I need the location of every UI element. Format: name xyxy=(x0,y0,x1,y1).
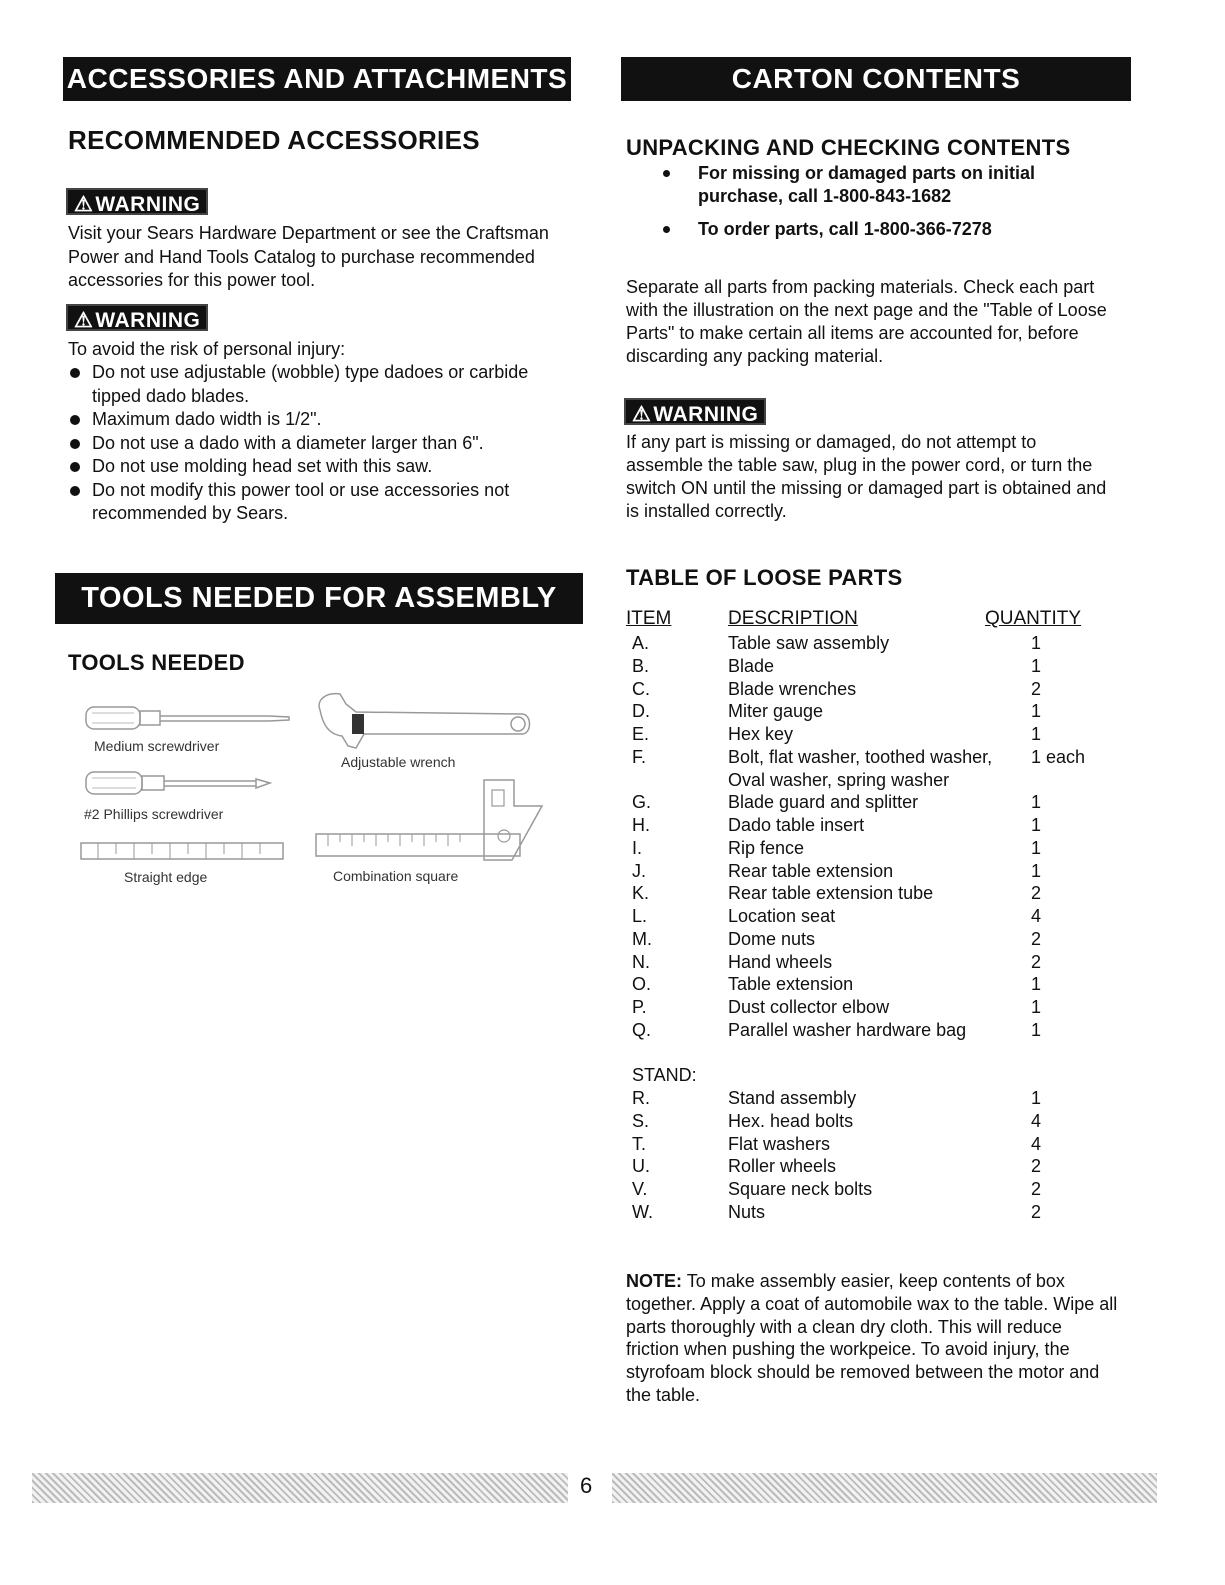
quantity-cell: 4 xyxy=(1031,906,1042,926)
item-cell: H. xyxy=(632,815,650,835)
page-number: 6 xyxy=(580,1473,593,1498)
warning-3-text: If any part is missing or damaged, do not attempt to assemble the table saw, plug in the power cord, or turn the switch ON until the missing or damaged part is obtained and is installed correctly. xyxy=(626,432,1107,521)
description-cell: Stand assembly xyxy=(728,1088,857,1108)
item-cell: M. xyxy=(632,928,652,949)
warning-label-2 xyxy=(66,304,208,331)
warning-label-3 xyxy=(624,398,766,425)
description-cell: Hand wheels xyxy=(728,951,833,972)
item-cell: N. xyxy=(632,951,650,972)
list-item: Do not use molding head set with this saw. xyxy=(66,455,561,479)
description-cell: Roller wheels xyxy=(728,1156,837,1177)
item-cell: Q. xyxy=(632,1019,652,1040)
warning-label-text: WARNING xyxy=(95,309,201,332)
separate-parts-text: Separate all parts from packing materials. Check each part with the illustration on the next page and the "Table of Loose Parts" to make certain all items are accounted for, before discarding any packing material. xyxy=(626,277,1107,366)
quantity-cell: 1 xyxy=(1031,974,1042,995)
item-cell: L. xyxy=(632,906,648,926)
adjustable-wrench-icon xyxy=(312,690,534,752)
footer-bar-left xyxy=(32,1473,568,1503)
item-cell: G. xyxy=(632,792,652,813)
quantity-cell: 2 xyxy=(1031,951,1042,972)
quantity-cell: 2 xyxy=(1031,928,1042,949)
item-cell: B. xyxy=(632,655,650,676)
description-cell: Rip fence xyxy=(728,837,805,858)
item-cell: W. xyxy=(632,1201,653,1222)
warning-triangle-icon: ⚠ xyxy=(632,403,652,426)
warning-triangle-icon: ⚠ xyxy=(74,193,94,216)
item-cell: F. xyxy=(632,746,647,767)
quantity-cell: 1 xyxy=(1031,997,1042,1017)
quantity-cell: 1 xyxy=(1031,1088,1042,1108)
description-cell: Oval washer, spring washer xyxy=(728,769,950,790)
list-item: Do not use a dado with a diameter larger than 6". xyxy=(66,432,561,456)
quantity-cell: 4 xyxy=(1031,1133,1042,1154)
item-cell: S. xyxy=(632,1110,650,1131)
description-column-header: DESCRIPTION xyxy=(728,608,858,629)
quantity-cell: 1 xyxy=(1031,837,1042,858)
quantity-cell: 2 xyxy=(1031,1201,1042,1222)
item-cell: D. xyxy=(632,701,650,722)
list-item: Do not modify this power tool or use accessories not recommended by Sears. xyxy=(66,479,561,526)
adjustable-wrench-caption: Adjustable wrench xyxy=(341,754,456,770)
description-cell: Hex key xyxy=(728,724,794,744)
quantity-cell: 1 xyxy=(1031,701,1042,722)
item-column-header: ITEM xyxy=(626,608,672,629)
item-cell: E. xyxy=(632,724,650,744)
description-cell: Blade guard and splitter xyxy=(728,792,919,813)
warning-label-1 xyxy=(66,188,208,215)
description-cell: Bolt, flat washer, toothed washer, xyxy=(728,746,993,767)
item-cell: J. xyxy=(632,860,647,881)
warning-1-text: Visit your Sears Hardware Department or see the Craftsman Power and Hand Tools Catalog to purchase recommended accessories for this power tool. xyxy=(68,223,549,290)
item-cell: V. xyxy=(632,1179,648,1199)
item-cell: T. xyxy=(632,1133,647,1154)
phillips-screwdriver-caption: #2 Phillips screwdriver xyxy=(84,806,224,822)
quantity-cell: 1 xyxy=(1031,815,1042,835)
note-body: To make assembly easier, keep contents of box together. Apply a coat of automobile wax to the table. Wipe all parts thoroughly with a clean dry cloth. This will reduce friction when pushing the workpeice. To avoid injury, the styrofoam block should be removed between the motor and the table. xyxy=(626,1271,1118,1405)
warning-label-text: WARNING xyxy=(95,193,201,216)
tools-needed-heading: TOOLS NEEDED xyxy=(68,650,245,675)
quantity-column-header: QUANTITY xyxy=(985,608,1082,629)
combination-square-icon xyxy=(314,776,546,862)
quantity-cell: 1 xyxy=(1031,1019,1042,1040)
item-cell: O. xyxy=(632,974,652,995)
straight-edge-caption: Straight edge xyxy=(124,869,208,885)
item-cell: K. xyxy=(632,883,650,904)
footer-bar-right xyxy=(612,1473,1157,1503)
description-cell: Square neck bolts xyxy=(728,1179,873,1199)
quantity-cell: 2 xyxy=(1031,1179,1042,1199)
description-cell: Nuts xyxy=(728,1201,766,1222)
description-cell: Dome nuts xyxy=(728,928,816,949)
carton-contents-banner: CARTON CONTENTS xyxy=(621,57,1131,101)
straight-edge-icon xyxy=(80,842,285,862)
quantity-cell: 2 xyxy=(1031,883,1042,904)
description-cell: Hex. head bolts xyxy=(728,1110,854,1131)
quantity-cell: 4 xyxy=(1031,1110,1042,1131)
description-cell: Location seat xyxy=(728,906,836,926)
quantity-cell: 1 each xyxy=(1031,746,1086,767)
list-item: For missing or damaged parts on initial purchase, call 1-800-843-1682 xyxy=(626,162,1096,208)
description-cell: Parallel washer hardware bag xyxy=(728,1019,967,1040)
description-cell: Dust collector elbow xyxy=(728,997,890,1017)
item-cell: I. xyxy=(632,837,643,858)
description-cell: Rear table extension xyxy=(728,860,894,881)
item-cell: U. xyxy=(632,1156,650,1177)
description-cell: Blade xyxy=(728,655,775,676)
warning-label-text: WARNING xyxy=(653,403,759,426)
quantity-cell: 1 xyxy=(1031,724,1042,744)
tools-needed-banner: TOOLS NEEDED FOR ASSEMBLY xyxy=(55,573,583,624)
medium-screwdriver-caption: Medium screwdriver xyxy=(94,738,220,754)
list-item: Do not use adjustable (wobble) type dadoes or carbide tipped dado blades. xyxy=(66,361,561,408)
accessories-banner: ACCESSORIES AND ATTACHMENTS xyxy=(63,57,571,101)
description-cell: Rear table extension tube xyxy=(728,883,934,904)
quantity-cell: 1 xyxy=(1031,633,1042,653)
phillips-screwdriver-icon xyxy=(84,768,274,800)
quantity-cell: 1 xyxy=(1031,860,1042,881)
item-cell: C. xyxy=(632,678,650,699)
medium-screwdriver-icon xyxy=(84,703,294,735)
description-cell: Dado table insert xyxy=(728,815,865,835)
description-cell: Miter gauge xyxy=(728,701,824,722)
description-cell: Blade wrenches xyxy=(728,678,857,699)
item-cell: R. xyxy=(632,1088,650,1108)
description-cell: Table saw assembly xyxy=(728,633,890,653)
quantity-cell: 1 xyxy=(1031,792,1042,813)
warning-triangle-icon: ⚠ xyxy=(74,309,94,332)
description-cell: Flat washers xyxy=(728,1133,831,1154)
item-cell: A. xyxy=(632,633,650,653)
contact-list xyxy=(626,162,1096,251)
description-cell: Table extension xyxy=(728,974,854,995)
stand-label: STAND: xyxy=(632,1065,697,1086)
quantity-cell: 1 xyxy=(1031,655,1042,676)
warning-2-list xyxy=(66,361,561,526)
warning-2-intro: To avoid the risk of personal injury: xyxy=(68,339,346,359)
list-item: To order parts, call 1-800-366-7278 xyxy=(626,218,1096,241)
recommended-accessories-heading: RECOMMENDED ACCESSORIES xyxy=(68,125,480,155)
note-text xyxy=(626,1270,1118,1407)
quantity-cell: 2 xyxy=(1031,678,1042,699)
table-of-loose-parts-heading: TABLE OF LOOSE PARTS xyxy=(626,565,903,590)
note-label: NOTE: xyxy=(626,1271,682,1291)
list-item: Maximum dado width is 1/2". xyxy=(66,408,561,432)
unpacking-heading: UNPACKING AND CHECKING CONTENTS xyxy=(626,135,1071,160)
quantity-cell: 2 xyxy=(1031,1156,1042,1177)
combination-square-caption: Combination square xyxy=(333,868,459,884)
item-cell: P. xyxy=(632,997,647,1017)
